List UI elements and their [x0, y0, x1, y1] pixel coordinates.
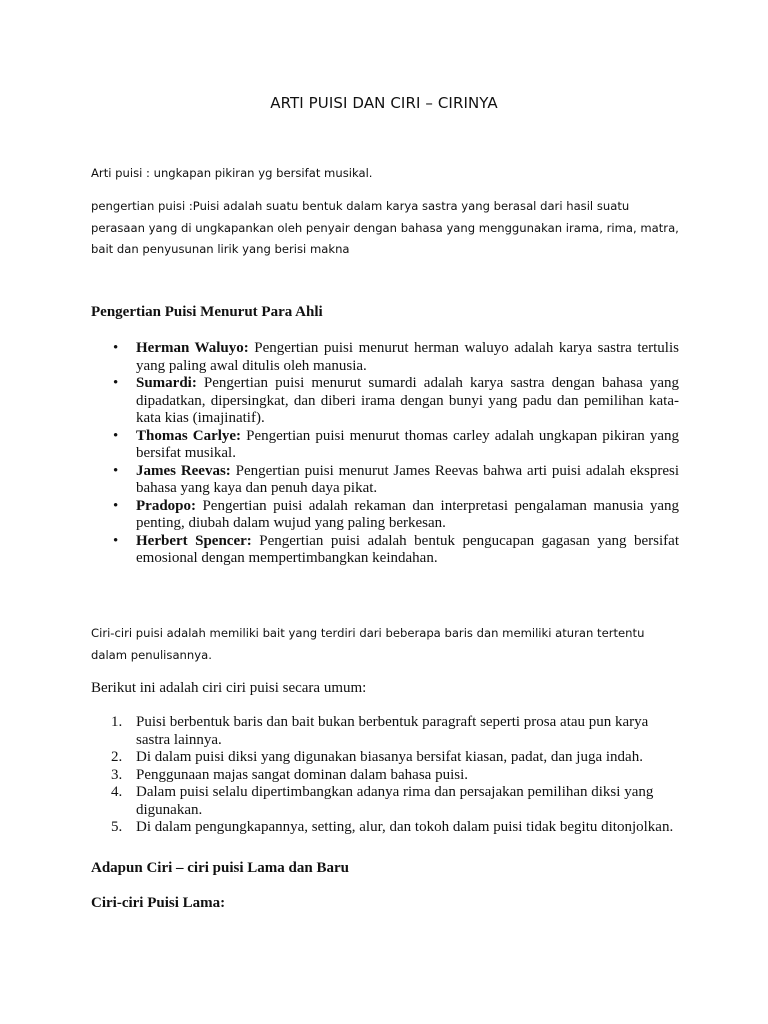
list-text: Di dalam pengungkapannya, setting, alur, dan tokoh dalam puisi tidak begitu ditonjolkan.	[136, 819, 674, 835]
list-text: Puisi berbentuk baris dan bait bukan berbentuk paragraft seperti prosa atau pun karya sastra lainnya.	[136, 714, 649, 748]
list-item	[91, 375, 679, 428]
list-item	[91, 784, 681, 819]
expert-name: James Reevas:	[136, 462, 231, 479]
list-number: 2.	[111, 749, 123, 765]
expert-definition: Pengertian puisi menurut herman waluyo adalah karya sastra tertulis yang paling awal ditulis oleh manusia.	[136, 340, 679, 374]
experts-list	[91, 340, 679, 568]
list-text: Dalam puisi selalu dipertimbangkan adanya rima dan persajakan pemilihan diksi yang digunakan.	[136, 784, 654, 818]
expert-name: Herbert Spencer:	[136, 532, 252, 549]
list-item	[91, 498, 679, 533]
list-item	[91, 533, 679, 568]
list-number: 3.	[111, 766, 123, 783]
list-text: Penggunaan majas sangat dominan dalam bahasa puisi.	[136, 766, 468, 783]
list-item	[91, 767, 681, 785]
expert-name: Thomas Carlye:	[136, 427, 242, 444]
expert-name: Herman Waluyo:	[136, 340, 249, 356]
expert-definition: Pengertian puisi menurut thomas carley adalah ungkapan pikiran yang bersifat musikal.	[136, 427, 679, 461]
list-text: Di dalam puisi diksi yang digunakan biasanya bersifat kiasan, padat, dan juga indah.	[136, 749, 643, 765]
ciri-intro-paragraph: Ciri-ciri puisi adalah memiliki bait yang terdiri dari beberapa baris dan memiliki aturan tertentu dalam penulisannya.	[91, 626, 645, 662]
list-item	[91, 819, 681, 837]
expert-name: Sumardi:	[136, 375, 197, 391]
list-item	[91, 428, 679, 463]
berikut-paragraph: Berikut ini adalah ciri ciri puisi secara umum:	[91, 680, 367, 696]
list-item	[91, 714, 681, 749]
expert-definition: Pengertian puisi menurut sumardi adalah karya sastra dengan bahasa yang dipadatkan, dipersingkat, dan diberi irama dengan bunyi yang padu dan pemilihan kata-kata kias (imajinatif).	[136, 375, 679, 426]
adapun-heading: Adapun Ciri – ciri puisi Lama dan Baru	[91, 860, 349, 876]
expert-name: Pradopo:	[136, 497, 196, 514]
arti-puisi-paragraph: Arti puisi : ungkapan pikiran yg bersifat musikal.	[91, 166, 373, 180]
expert-definition: Pengertian puisi adalah rekaman dan interpretasi pengalaman manusia yang penting, diubah dalam wujud yang paling berkesan.	[136, 497, 679, 531]
document-title: ARTI PUISI DAN CIRI – CIRINYA	[270, 94, 498, 112]
expert-definition: Pengertian puisi menurut James Reevas bahwa arti puisi adalah ekspresi bahasa yang kaya dan penuh daya pikat.	[136, 462, 679, 496]
list-item	[91, 463, 679, 498]
ciri-list	[91, 714, 681, 837]
list-number: 4.	[111, 784, 123, 800]
expert-definition: Pengertian puisi adalah bentuk pengucapan gagasan yang bersifat emosional dengan mempertimbangkan keindahan.	[136, 532, 679, 566]
list-number: 1.	[111, 714, 123, 730]
puisi-lama-heading: Ciri-ciri Puisi Lama:	[91, 895, 226, 911]
pengertian-puisi-paragraph: pengertian puisi :Puisi adalah suatu bentuk dalam karya sastra yang berasal dari hasil suatu perasaan yang di ungkapankan oleh penyair dengan bahasa yang menggunakan irama, rima, matra, bait dan penyusunan lirik yang berisi makna	[91, 199, 679, 256]
list-item	[91, 340, 679, 375]
list-number: 5.	[111, 819, 123, 835]
ahli-heading: Pengertian Puisi Menurut Para Ahli	[91, 304, 323, 320]
list-item	[91, 749, 681, 767]
